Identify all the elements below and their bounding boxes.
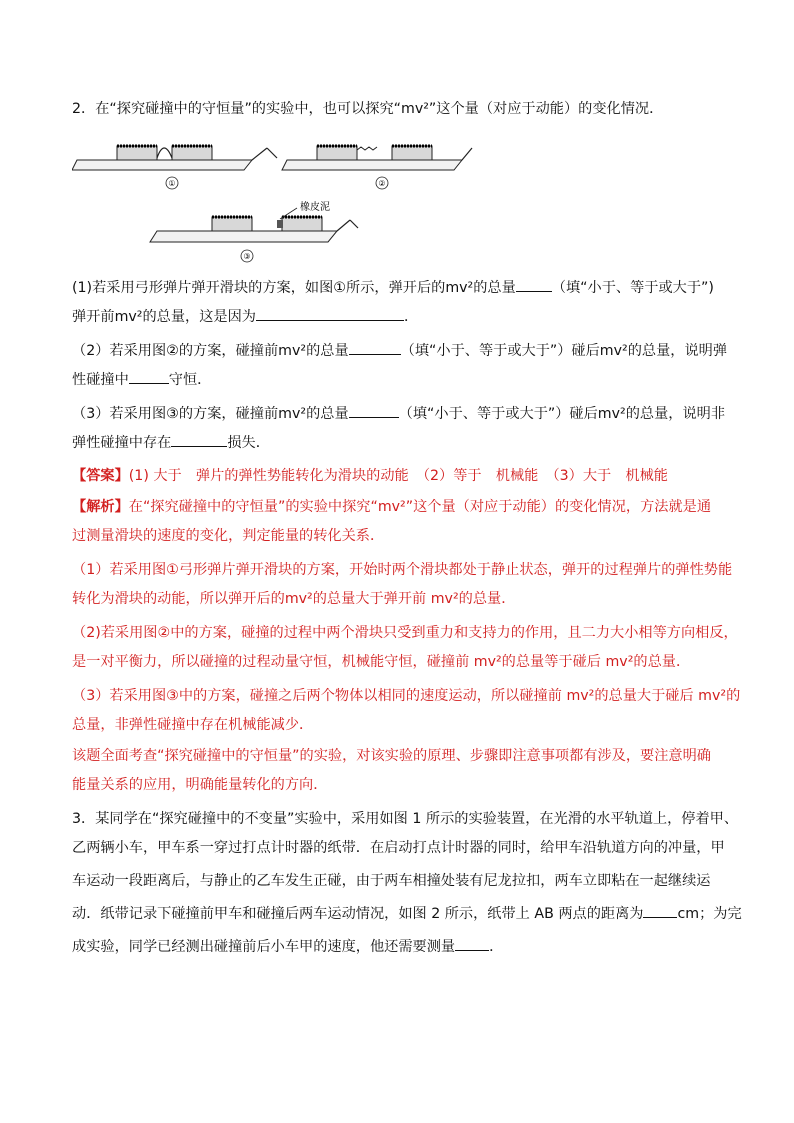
q2-part2-text-c: 性碰撞中 [72, 372, 129, 388]
setup-2-diagram [282, 146, 472, 189]
setup-3-diagram [150, 200, 358, 262]
q3-text-b: cm；为完 [677, 906, 742, 922]
q2-analysis-part2-line1: （2)若采用图②中的方案，碰撞的过程中两个滑块只受到重力和支持力的作用，且二力大小相等方向相反， [72, 625, 738, 641]
fig-label-1: ① [168, 179, 176, 188]
answer-blank[interactable] [129, 369, 169, 384]
q2-part1-text-b: （填“小于、等于或大于”) [551, 280, 714, 296]
q2-part2-text-b: （填“小于、等于或大于”）碰后mv²的总量，说明弹 [400, 343, 728, 359]
answer-tag: 【答案】 [72, 468, 129, 484]
answer-text: (1) 大于 弹片的弹性势能转化为滑块的动能 （2）等于 机械能 （3）大于 机械能 [128, 468, 668, 484]
q2-summary-line2: 能量关系的应用，明确能量转化的方向． [72, 777, 328, 793]
q2-stem: 2．在“探究碰撞中的守恒量”的实验中，也可以探究“mv²”这个量（对应于动能）的变化情况． [72, 101, 664, 117]
fig-putty-label: 橡皮泥 [300, 202, 330, 213]
answer-blank[interactable] [516, 277, 552, 292]
q2-part1-text-c: 弹开前mv²的总量，这是因为 [72, 309, 256, 325]
analysis-text-1: 在“探究碰撞中的守恒量”的实验中探究“mv²”这个量（对应于动能）的变化情况，方法就是通 [128, 499, 712, 515]
q3-text-d: ． [489, 939, 504, 955]
q2-part3-text-a: （3）若采用图③的方案，碰撞前mv²的总量 [72, 406, 349, 422]
q2-part2-line2 [72, 366, 722, 395]
fig-label-2: ② [378, 179, 386, 188]
answer-blank[interactable] [171, 432, 227, 447]
q2-part1-text-a: (1)若采用弓形弹片弹开滑块的方案，如图①所示，弹开后的mv²的总量 [72, 280, 516, 296]
q3-text-c: 成实验，同学已经测出碰撞前后小车甲的速度，他还需要测量 [72, 939, 456, 955]
answer-blank[interactable] [256, 306, 404, 321]
q3-line5 [72, 933, 722, 962]
q2-part3-text-d: 损失． [227, 435, 270, 451]
q2-part2-line1 [72, 337, 728, 366]
answer-blank[interactable] [349, 403, 399, 418]
q2-analysis-part1-line1: （1）若采用图①弓形弹片弹开滑块的方案，开始时两个滑块都处于静止状态，弹开的过程弹片的弹性势能 [72, 562, 733, 578]
q2-analysis-line1 [72, 493, 722, 522]
q2-analysis-part3-line1: （3）若采用图③中的方案，碰撞之后两个物体以相同的速度运动，所以碰撞前 mv²的总量大于碰后 mv²的 [72, 688, 741, 704]
q2-answer [72, 462, 722, 491]
q2-part2-text-d: 守恒． [168, 372, 212, 388]
q2-summary-line1: 该题全面考查“探究碰撞中的守恒量”的实验，对该实验的原理、步骤即注意事项都有涉及，要注意明确 [72, 748, 711, 764]
q3-line4 [72, 900, 742, 929]
q2-part3-text-c: 弹性碰撞中存在 [72, 435, 172, 451]
q3-line3: 车运动一段距离后，与静止的乙车发生正碰，由于两车相撞处装有尼龙拉扣，两车立即粘在一起继续运 [72, 873, 711, 889]
q2-part1-line1 [72, 274, 722, 303]
answer-blank[interactable] [455, 936, 489, 951]
q2-figure [72, 128, 492, 268]
q2-part3-line1 [72, 400, 726, 429]
fig-label-3: ③ [243, 252, 251, 261]
q3-line2: 乙两辆小车，甲车系一穿过打点计时器的纸带．在启动打点计时器的同时，给甲车沿轨道方向的冲量，甲 [72, 840, 725, 856]
q2-part1-line2 [72, 303, 722, 332]
q3-line1: 3．某同学在“探究碰撞中的不变量”实验中，采用如图 1 所示的实验装置，在光滑的水平轨道上，停着甲、 [72, 811, 739, 827]
setup-1-diagram [72, 146, 277, 189]
q3-text-a: 动．纸带记录下碰撞前甲车和碰撞后两车运动情况，如图 2 所示，纸带上 AB 两点的距离为 [72, 906, 644, 922]
answer-blank[interactable] [643, 903, 677, 918]
q2-analysis-part3-line2: 总量，非弹性碰撞中存在机械能减少． [72, 717, 314, 733]
q2-part1-text-d: ． [403, 309, 419, 325]
q2-analysis-line2: 过测量滑块的速度的变化，判定能量的转化关系． [72, 528, 385, 544]
q2-part3-text-b: （填“小于、等于或大于”）碰后mv²的总量，说明非 [398, 406, 726, 422]
q2-analysis-part2-line2: 是一对平衡力，所以碰撞的过程动量守恒，机械能守恒，碰撞前 mv²的总量等于碰后 mv²的总量． [72, 654, 691, 670]
q2-part3-line2 [72, 429, 722, 458]
q2-part2-text-a: （2）若采用图②的方案，碰撞前mv²的总量 [72, 343, 349, 359]
analysis-tag: 【解析】 [72, 499, 129, 515]
q2-analysis-part1-line2: 转化为滑块的动能，所以弹开后的mv²的总量大于弹开前 mv²的总量． [72, 591, 516, 607]
answer-blank[interactable] [349, 340, 401, 355]
